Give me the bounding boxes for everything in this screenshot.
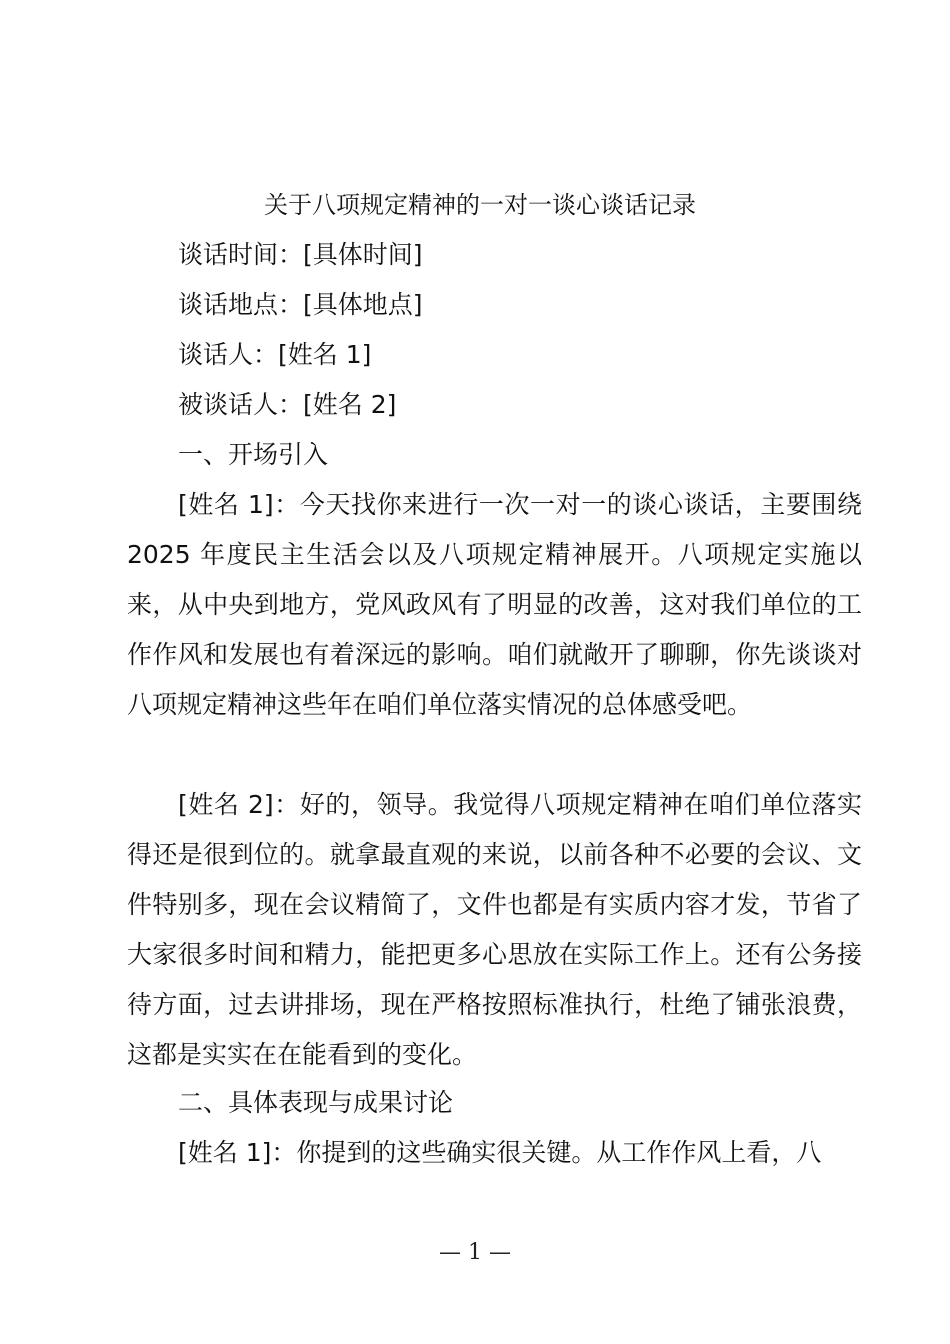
- page-number: — 1 —: [439, 1240, 511, 1265]
- interviewer-line: 谈话人：[姓名 1]: [178, 340, 372, 369]
- interviewee-line: 被谈话人：[姓名 2]: [178, 390, 397, 419]
- paragraph-interviewer-opening: [姓名 1]：今天找你来进行一次一对一的谈心谈话，主要围绕 2025 年度民主生活会以及八项规定精神展开。八项规定实施以来，从中央到地方，党风政风有了明显的改善，这对我们单位的工作作风和发展也有着深远的影响。咱们就敞开了聊聊，你先谈谈对八项规定精神这些年在咱们单位落实情况的总体感受吧。: [127, 490, 862, 719]
- talk-place-line: 谈话地点：[具体地点]: [178, 290, 423, 319]
- talk-time-line: 谈话时间：[具体时间]: [178, 240, 423, 269]
- section-heading-opening: 一、开场引入: [178, 440, 329, 469]
- section-heading-results: 二、具体表现与成果讨论: [178, 1088, 454, 1117]
- paragraph-interviewer-followup: [姓名 1]：你提到的这些确实很关键。从工作作风上看，八: [178, 1138, 822, 1167]
- document-title: 关于八项规定精神的一对一谈心谈话记录: [264, 191, 696, 219]
- paragraph-interviewee-response: [姓名 2]：好的，领导。我觉得八项规定精神在咱们单位落实得还是很到位的。就拿最直观的来说，以前各种不必要的会议、文件特别多，现在会议精简了，文件也都是有实质内容才发，节省了大家很多时间和精力，能把更多心思放在实际工作上。还有公务接待方面，过去讲排场，现在严格按照标准执行，杜绝了铺张浪费，这都是实实在在能看到的变化。: [127, 790, 862, 1069]
